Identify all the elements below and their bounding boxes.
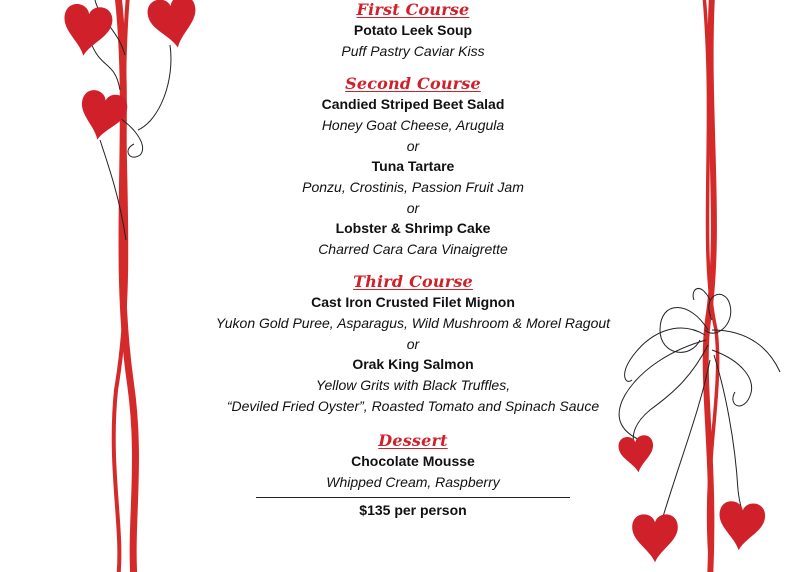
dish-description: “Deviled Fried Oyster”, Roasted Tomato and Spinach Sauce bbox=[226, 398, 600, 414]
dish-description: Yellow Grits with Black Truffles, bbox=[315, 377, 511, 393]
price-per-person: $135 per person bbox=[359, 502, 467, 518]
or-separator: or bbox=[406, 336, 420, 352]
course-heading: First Course bbox=[356, 0, 470, 19]
dish-name: Chocolate Mousse bbox=[351, 453, 475, 469]
dish-name: Cast Iron Crusted Filet Mignon bbox=[311, 294, 515, 310]
or-separator: or bbox=[406, 200, 420, 216]
dish-name: Orak King Salmon bbox=[352, 356, 474, 372]
left-ribbon bbox=[114, 0, 136, 572]
course-first bbox=[150, 0, 676, 62]
course-second bbox=[150, 74, 676, 260]
dish-name: Candied Striped Beet Salad bbox=[321, 96, 505, 112]
dish-description: Whipped Cream, Raspberry bbox=[326, 474, 500, 490]
dish-description: Ponzu, Crostinis, Passion Fruit Jam bbox=[302, 179, 524, 195]
course-heading: Dessert bbox=[378, 431, 448, 450]
dish-description: Puff Pastry Caviar Kiss bbox=[341, 43, 485, 59]
or-separator: or bbox=[406, 138, 420, 154]
right-ribbon bbox=[704, 0, 718, 572]
dish-name: Tuna Tartare bbox=[371, 158, 455, 174]
dish-description: Charred Cara Cara Vinaigrette bbox=[318, 241, 508, 257]
course-heading: Second Course bbox=[345, 74, 481, 93]
dish-description: Yukon Gold Puree, Asparagus, Wild Mushroom & Morel Ragout bbox=[215, 315, 611, 331]
dish-name: Potato Leek Soup bbox=[353, 22, 473, 38]
dish-name: Lobster & Shrimp Cake bbox=[335, 220, 491, 236]
heart-icon bbox=[75, 88, 130, 144]
heart-icon bbox=[60, 2, 115, 59]
dish-description: Honey Goat Cheese, Arugula bbox=[321, 117, 505, 133]
divider-line bbox=[256, 497, 570, 498]
course-third bbox=[150, 272, 676, 417]
heart-icon bbox=[716, 500, 766, 552]
menu-content bbox=[150, 0, 676, 520]
course-dessert bbox=[150, 431, 676, 493]
course-heading: Third Course bbox=[353, 272, 473, 291]
heart-icon bbox=[632, 514, 678, 562]
